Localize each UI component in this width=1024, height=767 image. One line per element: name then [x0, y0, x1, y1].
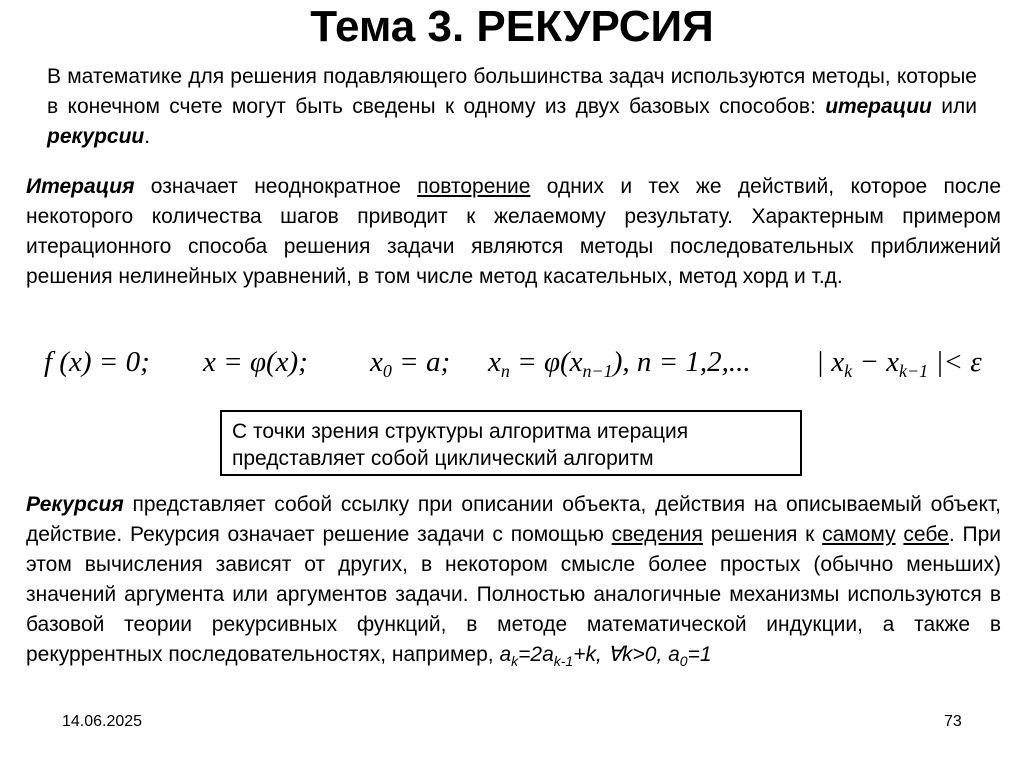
- ex-end: =1: [687, 643, 712, 666]
- ex-k: k: [511, 653, 519, 670]
- note-line-1: С точки зрения структуры алгоритма итерация: [232, 420, 689, 443]
- formula-x0-x: x: [370, 346, 383, 378]
- iteration-term: Итерация: [26, 175, 135, 198]
- slide-title: Тема 3. РЕКУРСИЯ: [310, 2, 714, 51]
- recursion-link-reduction[interactable]: сведения: [611, 523, 703, 546]
- iteration-formulas: [0, 346, 1024, 390]
- iteration-text-1: означает неоднократное: [134, 175, 418, 198]
- iteration-paragraph: [26, 172, 1001, 292]
- formula-stop-sub2: k−1: [899, 361, 929, 381]
- recursion-text-1: представляет собой ссылку при описании объекта, действия на описываемый объект, действие. Рекурсия означает решение задачи с помощью: [26, 493, 1001, 546]
- recursion-paragraph: [26, 490, 1001, 676]
- formula-fixed-point: x = φ(x);: [203, 346, 308, 378]
- recursion-link-self[interactable]: себе: [903, 523, 949, 546]
- formula-stop-criterion: [816, 346, 982, 382]
- intro-text-3: .: [144, 125, 151, 148]
- ex-k1: k-1: [553, 653, 574, 670]
- intro-text-2: или: [931, 95, 977, 118]
- formula-xn-sub: n: [500, 361, 510, 381]
- iteration-text-2: одних и тех же действий, которое после некоторого количества шагов приводит к желаемому результату. Характерным примером итерационного способа решения задачи являются методы последовательных приближений решения нелинейных уравнений, в том числе метод касательных, метод хорд и т.д.: [26, 175, 1001, 288]
- recursion-text-2: решения к: [702, 523, 823, 546]
- iteration-link-repetition[interactable]: повторение: [417, 175, 531, 198]
- recursion-link-itself[interactable]: самому: [822, 523, 896, 546]
- ex-eq: =2a: [518, 643, 554, 666]
- iteration-note-box: [220, 410, 802, 476]
- formula-stop-close: |< ε: [928, 346, 982, 378]
- formula-xn-sub2: n−1: [582, 361, 613, 381]
- recursion-term: Рекурсия: [26, 493, 124, 516]
- intro-paragraph: [47, 62, 977, 152]
- formula-stop-sub: k: [844, 361, 853, 381]
- formula-xn-mid: = φ(x: [509, 346, 583, 378]
- footer-date: 14.06.2025: [62, 713, 143, 730]
- ex-rest: +k, ∀k>0, a: [573, 643, 680, 666]
- formula-iteration-step: [488, 346, 751, 382]
- formula-stop-mid: − x: [852, 346, 900, 378]
- footer-page-number: 73: [944, 713, 962, 730]
- ex-a: a: [499, 643, 512, 666]
- intro-text-1: В математике для решения подавляющего большинства задач используются методы, которые в конечном счете могут быть сведены к одному из двух базовых способов:: [47, 65, 977, 118]
- formula-initial-value: [370, 346, 450, 382]
- note-line-2: представляет собой циклический алгоритм: [232, 447, 654, 470]
- intro-term-recursion: рекурсии: [47, 125, 145, 148]
- intro-term-iteration: итерации: [825, 95, 932, 118]
- formula-stop-open: | x: [816, 346, 845, 378]
- formula-xn-rest: ), n = 1,2,...: [612, 346, 751, 378]
- formula-x0-rest: = a;: [391, 346, 451, 378]
- ex-0: 0: [679, 653, 688, 670]
- formula-x0-sub: 0: [382, 361, 392, 381]
- formula-f-equals-zero: f (x) = 0;: [44, 346, 150, 378]
- formula-xn-x: x: [488, 346, 501, 378]
- recursion-text-4: . При этом вычисления зависят от других, в некотором смысле более простых (обычно меньших) значений аргумента или аргументов задачи. Полностью аналогичные механизмы используются в базовой теории рекурсивных функций, в методе математической индукции, а также в рекуррентных последовательностях, например,: [26, 523, 1001, 666]
- recurrence-example: [499, 643, 712, 670]
